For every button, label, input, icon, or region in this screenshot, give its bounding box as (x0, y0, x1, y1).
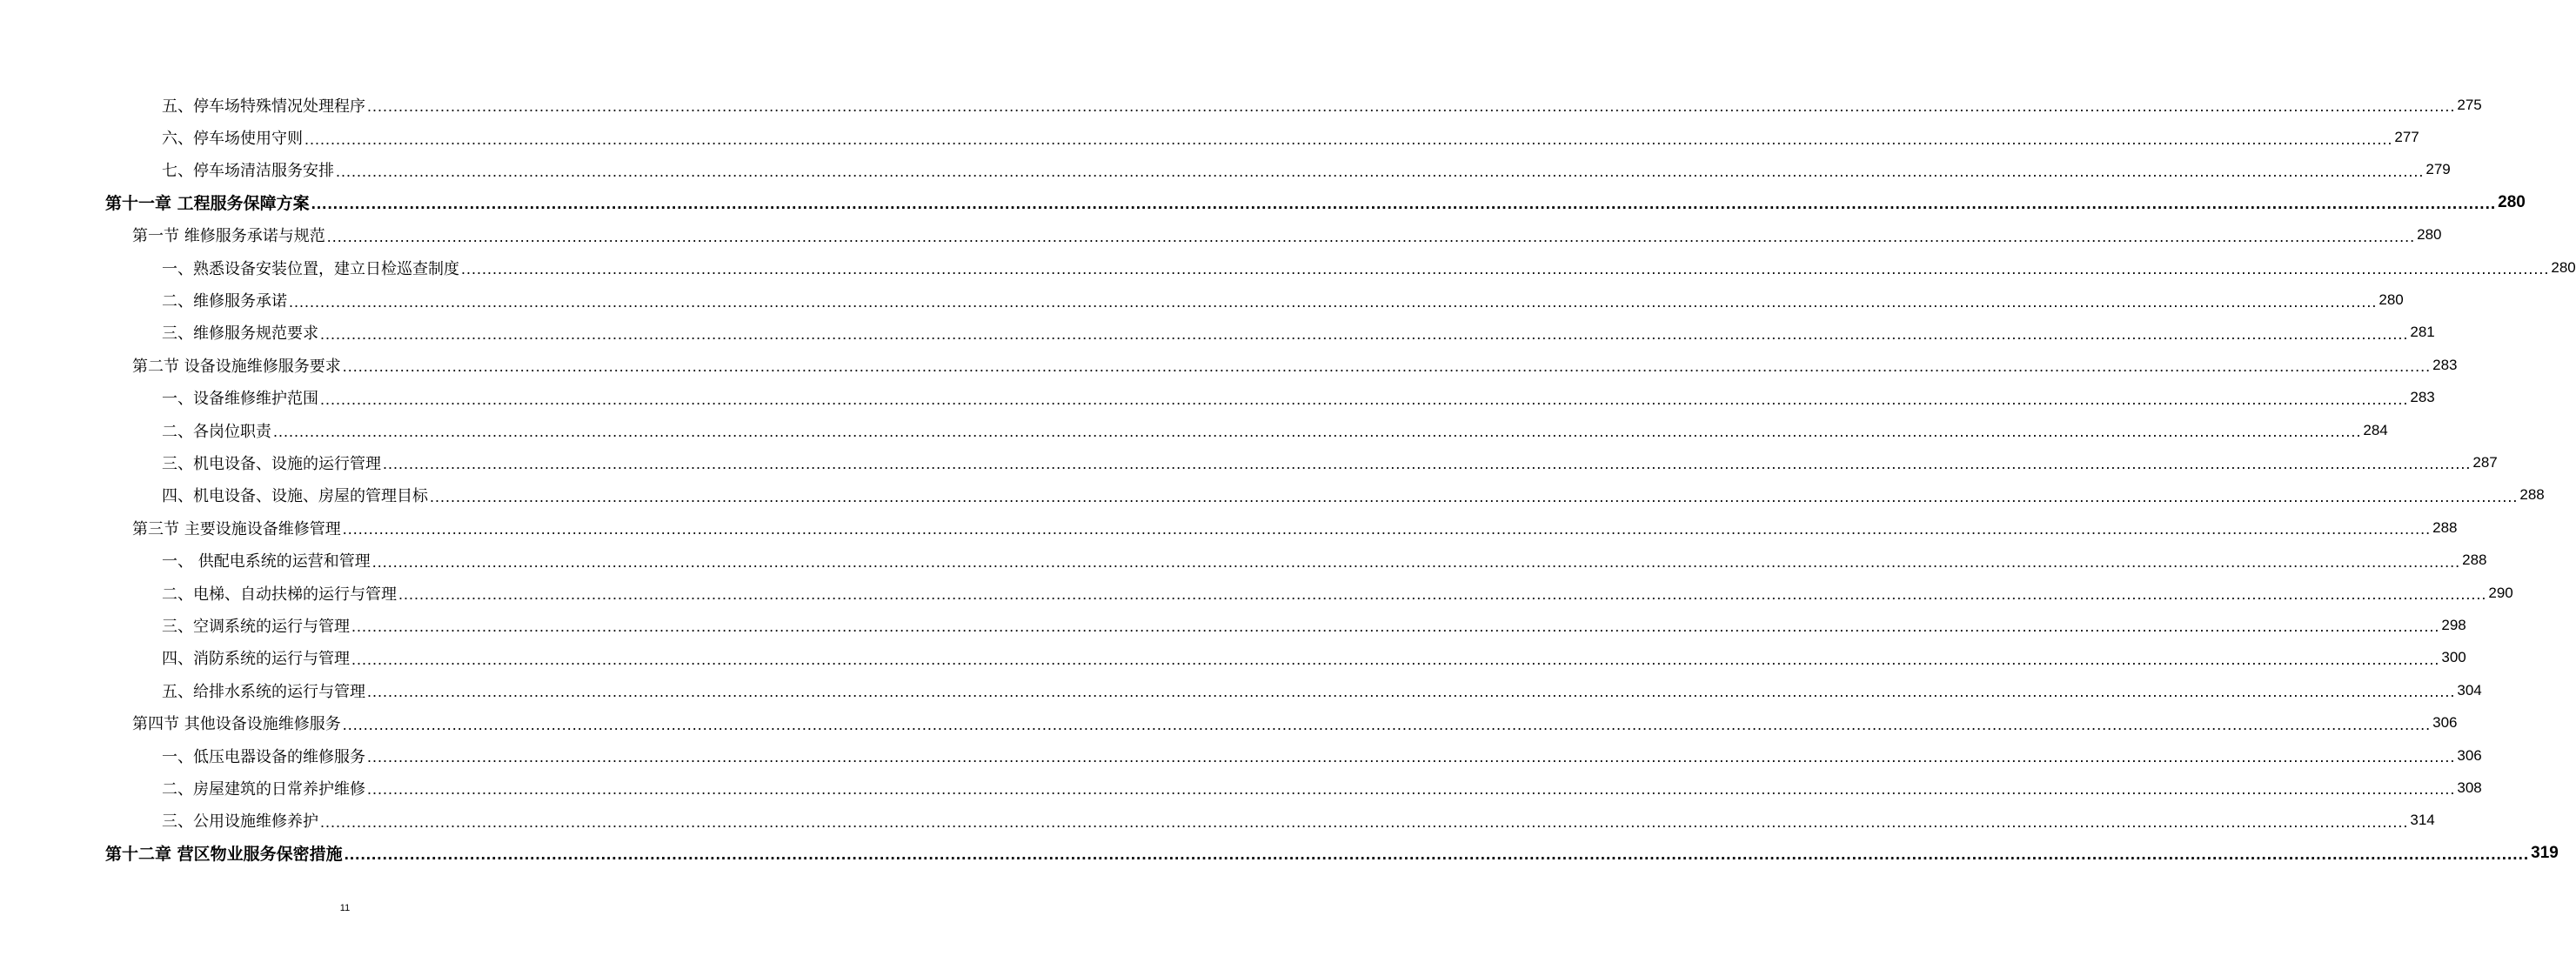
toc-dot-leader: ................................................................................................................................................................................................................................................................................................................................................................................................................ (367, 97, 2456, 116)
toc-dot-leader: ................................................................................................................................................................................................................................................................................................................................................................................................................ (320, 390, 2409, 408)
toc-entry-page: 277 (2394, 129, 2419, 146)
toc-entry-page: 290 (2488, 584, 2513, 601)
toc-entry-label: 一、低压电器设备的维修服务 (162, 747, 365, 766)
toc-item-entry[interactable] (0, 317, 2435, 349)
toc-entry-label: 四、消防系统的运行与管理 (162, 650, 350, 669)
table-of-contents (0, 89, 2576, 869)
toc-dot-leader: ................................................................................................................................................................................................................................................................................................................................................................................................................ (311, 194, 2497, 213)
toc-dot-leader: ................................................................................................................................................................................................................................................................................................................................................................................................................ (342, 358, 2432, 376)
toc-item-entry[interactable] (0, 642, 2466, 674)
toc-item-entry[interactable] (0, 414, 2388, 446)
toc-entry-label: 一、 供配电系统的运营和管理 (162, 552, 371, 572)
toc-entry-page: 283 (2432, 356, 2458, 373)
toc-entry-page: 280 (2417, 226, 2442, 244)
toc-dot-leader: ................................................................................................................................................................................................................................................................................................................................................................................................................ (320, 324, 2409, 343)
toc-dot-leader: ................................................................................................................................................................................................................................................................................................................................................................................................................ (326, 227, 2416, 245)
toc-entry-page: 306 (2457, 746, 2482, 764)
toc-item-entry[interactable] (0, 805, 2435, 837)
toc-dot-leader: ................................................................................................................................................................................................................................................................................................................................................................................................................ (320, 812, 2409, 831)
toc-entry-page: 314 (2410, 812, 2435, 829)
toc-entry-label: 第四节 其他设备设施维修服务 (132, 715, 341, 734)
toc-entry-label: 三、公用设施维修养护 (162, 812, 318, 832)
toc-entry-label: 五、停车场特殊情况处理程序 (162, 97, 365, 116)
toc-entry-page: 300 (2441, 649, 2466, 666)
toc-entry-page: 304 (2457, 681, 2482, 699)
toc-dot-leader: ................................................................................................................................................................................................................................................................................................................................................................................................................ (371, 552, 2461, 571)
toc-entry-label: 二、各岗位职责 (162, 422, 271, 441)
toc-entry-label: 七、停车场清洁服务安排 (162, 162, 334, 181)
toc-entry-page: 306 (2432, 714, 2458, 732)
toc-item-entry[interactable] (0, 382, 2435, 414)
toc-dot-leader: ................................................................................................................................................................................................................................................................................................................................................................................................................ (342, 520, 2432, 538)
toc-entry-label: 三、维修服务规范要求 (162, 324, 318, 344)
toc-chapter-entry[interactable] (0, 837, 2559, 869)
toc-entry-label: 一、设备维修维护范围 (162, 390, 318, 409)
toc-item-entry[interactable] (0, 89, 2482, 121)
toc-entry-label: 第十二章 营区物业服务保密措施 (105, 845, 343, 865)
toc-entry-page: 319 (2531, 843, 2559, 862)
toc-section-entry[interactable] (0, 706, 2458, 739)
toc-entry-page: 279 (2425, 161, 2451, 178)
toc-section-entry[interactable] (0, 349, 2458, 381)
toc-entry-label: 三、机电设备、设施的运行管理 (162, 454, 381, 473)
toc-entry-page: 308 (2457, 779, 2482, 796)
toc-item-entry[interactable] (0, 544, 2487, 576)
toc-dot-leader: ................................................................................................................................................................................................................................................................................................................................................................................................................ (342, 715, 2432, 733)
toc-dot-leader: ................................................................................................................................................................................................................................................................................................................................................................................................................ (336, 162, 2425, 180)
toc-entry-page: 280 (2498, 192, 2526, 211)
toc-entry-label: 第三节 主要设施设备维修管理 (132, 519, 341, 538)
toc-entry-label: 第十一章 工程服务保障方案 (105, 194, 310, 214)
toc-item-entry[interactable] (0, 479, 2545, 511)
toc-item-entry[interactable] (0, 251, 2576, 284)
toc-entry-label: 二、维修服务承诺 (162, 292, 287, 311)
toc-item-entry[interactable] (0, 154, 2451, 186)
toc-dot-leader: ................................................................................................................................................................................................................................................................................................................................................................................................................ (398, 585, 2487, 604)
page-number: 11 (339, 903, 351, 913)
toc-dot-leader: ................................................................................................................................................................................................................................................................................................................................................................................................................ (367, 683, 2456, 701)
toc-dot-leader: ................................................................................................................................................................................................................................................................................................................................................................................................................ (383, 455, 2472, 473)
toc-dot-leader: ................................................................................................................................................................................................................................................................................................................................................................................................................ (304, 130, 2393, 148)
toc-entry-page: 281 (2410, 324, 2435, 341)
toc-entry-label: 六、停车场使用守则 (162, 130, 303, 149)
toc-entry-page: 298 (2441, 616, 2466, 633)
toc-item-entry[interactable] (0, 446, 2498, 478)
toc-item-entry[interactable] (0, 609, 2466, 641)
toc-dot-leader: ................................................................................................................................................................................................................................................................................................................................................................................................................ (289, 292, 2378, 311)
toc-dot-leader: ................................................................................................................................................................................................................................................................................................................................................................................................................ (351, 618, 2440, 636)
toc-entry-page: 280 (2379, 291, 2404, 309)
toc-section-entry[interactable] (0, 219, 2442, 251)
toc-entry-page: 280 (2551, 258, 2576, 276)
toc-dot-leader: ................................................................................................................................................................................................................................................................................................................................................................................................................ (430, 487, 2519, 505)
toc-section-entry[interactable] (0, 511, 2458, 544)
toc-dot-leader: ................................................................................................................................................................................................................................................................................................................................................................................................................ (367, 780, 2456, 799)
toc-chapter-entry[interactable] (0, 186, 2526, 218)
toc-entry-label: 一、熟悉设备安装位置，建立日检巡查制度 (162, 259, 459, 278)
toc-entry-label: 五、给排水系统的运行与管理 (162, 682, 365, 701)
toc-entry-page: 287 (2472, 453, 2498, 471)
toc-dot-leader: ................................................................................................................................................................................................................................................................................................................................................................................................................ (367, 748, 2456, 765)
toc-entry-page: 283 (2410, 389, 2435, 406)
toc-entry-label: 二、房屋建筑的日常养护维修 (162, 779, 365, 799)
toc-dot-leader: ................................................................................................................................................................................................................................................................................................................................................................................................................ (351, 650, 2440, 668)
toc-item-entry[interactable] (0, 121, 2419, 153)
toc-dot-leader: ................................................................................................................................................................................................................................................................................................................................................................................................................ (344, 845, 2530, 864)
toc-entry-label: 第一节 维修服务承诺与规范 (132, 227, 325, 246)
toc-entry-page: 284 (2363, 421, 2388, 438)
toc-entry-label: 第二节 设备设施维修服务要求 (132, 357, 341, 376)
toc-entry-page: 288 (2462, 552, 2487, 569)
toc-item-entry[interactable] (0, 577, 2513, 609)
toc-item-entry[interactable] (0, 674, 2482, 706)
toc-entry-page: 275 (2457, 96, 2482, 113)
toc-dot-leader: ................................................................................................................................................................................................................................................................................................................................................................................................................ (273, 423, 2362, 441)
toc-entry-label: 二、电梯、自动扶梯的运行与管理 (162, 585, 397, 604)
toc-entry-page: 288 (2432, 518, 2458, 536)
toc-entry-label: 四、机电设备、设施、房屋的管理目标 (162, 487, 428, 506)
toc-item-entry[interactable] (0, 739, 2482, 772)
toc-dot-leader: ................................................................................................................................................................................................................................................................................................................................................................................................................ (461, 260, 2550, 278)
toc-item-entry[interactable] (0, 284, 2404, 316)
toc-item-entry[interactable] (0, 772, 2482, 804)
toc-entry-page: 288 (2519, 486, 2545, 504)
toc-entry-label: 三、空调系统的运行与管理 (162, 617, 350, 636)
